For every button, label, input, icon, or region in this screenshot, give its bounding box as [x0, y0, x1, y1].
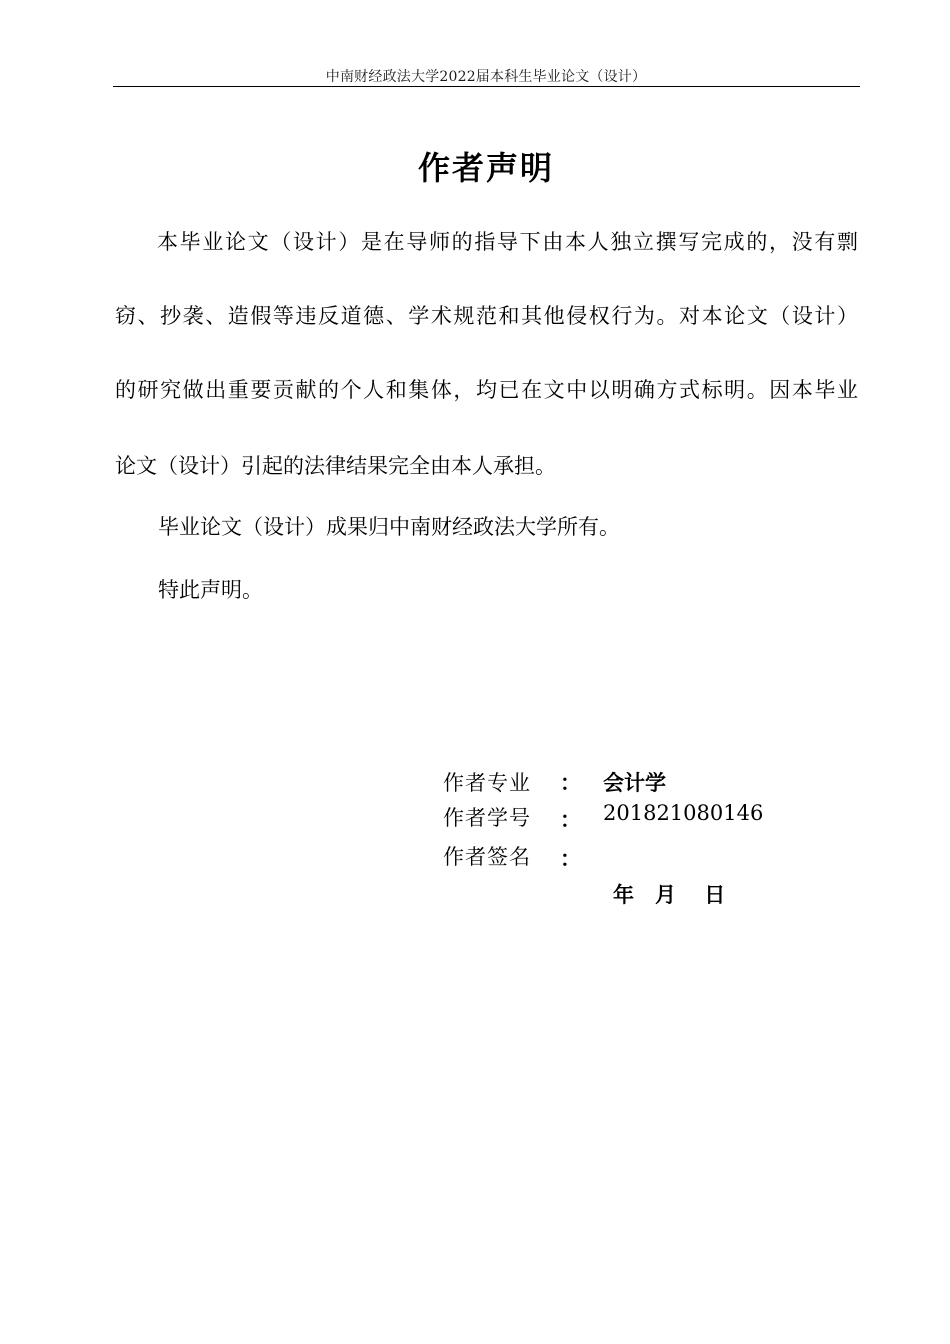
header-rule [113, 86, 860, 87]
major-label: 作者专业 [443, 771, 531, 795]
date-line: 年 月 日 [613, 883, 726, 907]
major-colon: ： [560, 770, 581, 795]
major-value: 会计学 [603, 771, 666, 795]
paragraph-line-3: 的研究做出重要贡献的个人和集体，均已在文中以明确方式标明。因本毕业 [115, 378, 858, 402]
page-header: 中南财经政法大学2022届本科生毕业论文（设计） [325, 69, 647, 85]
student-id-value: 201821080146 [603, 801, 764, 825]
paragraph-line-1: 本毕业论文（设计）是在导师的指导下由本人独立撰写完成的，没有剽 [157, 230, 858, 254]
signature-colon: ： [560, 846, 581, 871]
paragraph-line-2: 窃、抄袭、造假等违反道德、学术规范和其他侵权行为。对本论文（设计） [115, 304, 858, 328]
ownership-statement: 毕业论文（设计）成果归中南财经政法大学所有。 [158, 515, 620, 539]
paragraph-line-4: 论文（设计）引起的法律结果完全由本人承担。 [115, 454, 556, 478]
page-title: 作者声明 [417, 149, 554, 187]
student-id-colon: ： [560, 807, 581, 832]
student-id-label: 作者学号 [443, 806, 531, 830]
declaration-closing: 特此声明。 [158, 578, 263, 602]
signature-label: 作者签名 [443, 845, 531, 869]
